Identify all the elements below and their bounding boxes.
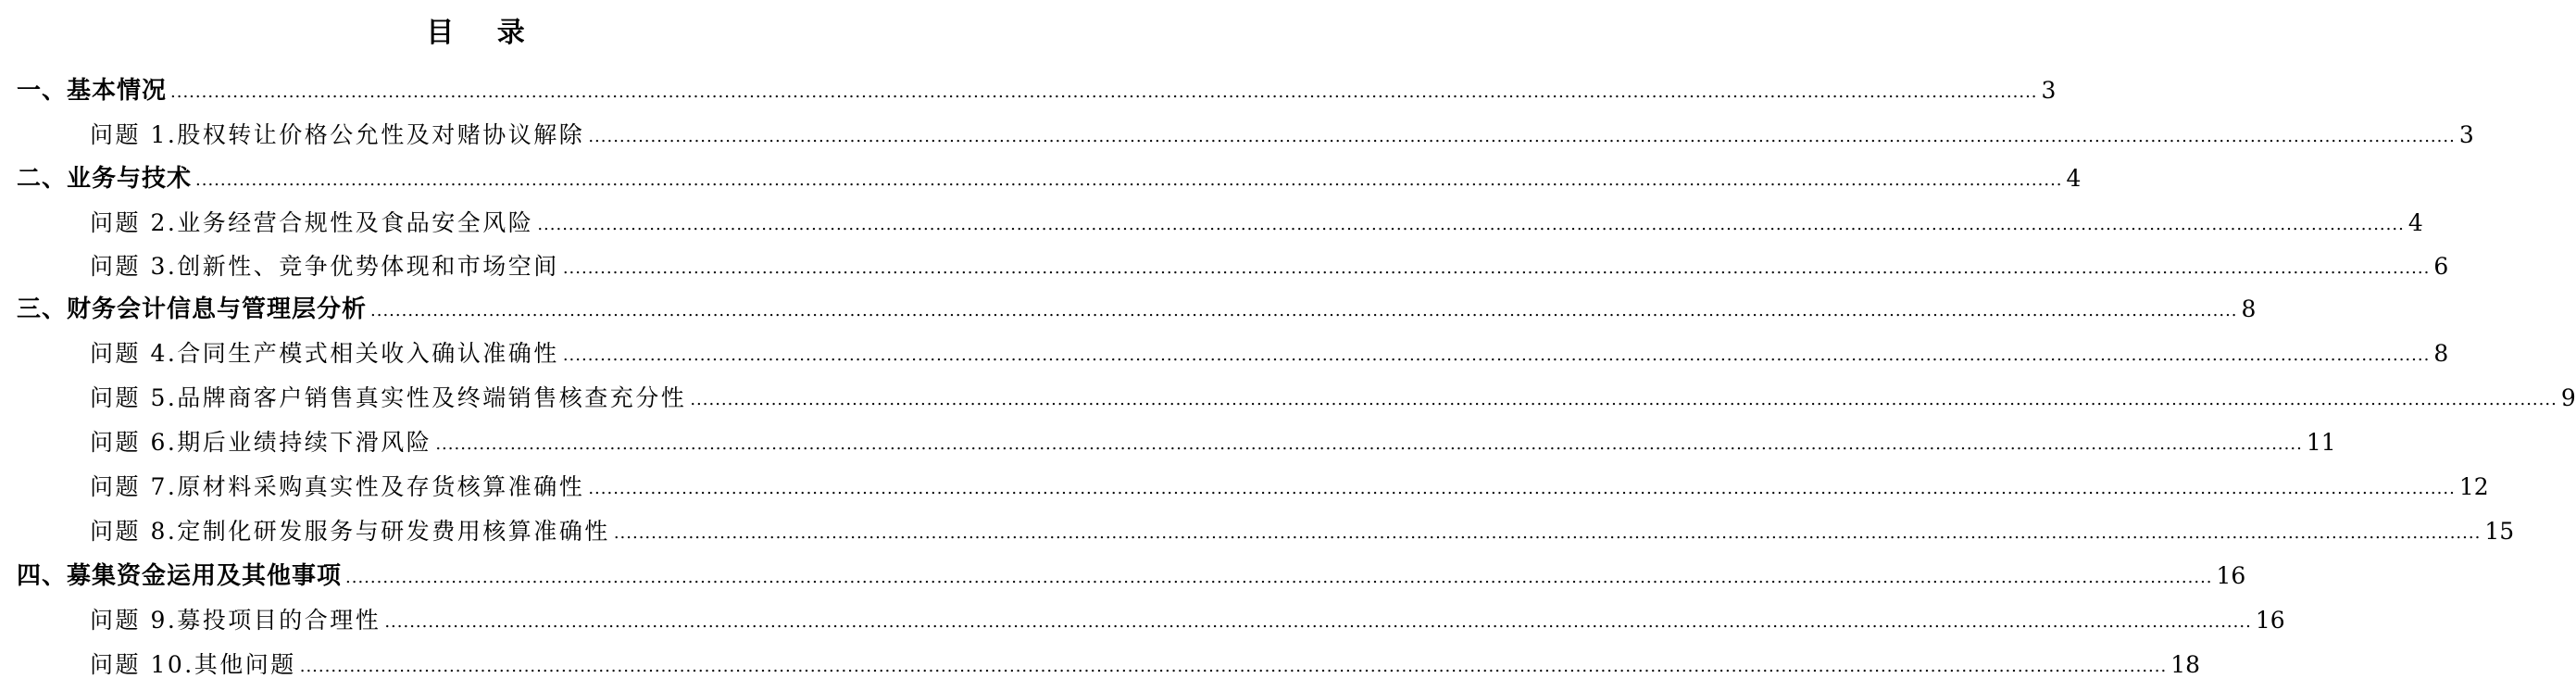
toc-page-number: 8 <box>2433 340 2449 367</box>
toc-item-label: 问题 3.创新性、竞争优势体现和市场空间 <box>90 253 559 280</box>
toc-section-3[interactable] <box>17 287 2257 332</box>
toc-leader-dots: ............................................................................................................................................................................................................................................................................................................ <box>299 657 2168 676</box>
toc-item-2[interactable] <box>90 201 2423 245</box>
toc-section-label: 一、基本情况 <box>17 77 168 105</box>
toc-page-number: 12 <box>2458 473 2489 500</box>
toc-leader-dots: ............................................................................................................................................................................................................................................................................................................ <box>435 434 2303 454</box>
toc-item-label: 问题 10.其他问题 <box>90 651 296 678</box>
toc-section-4[interactable] <box>17 554 2246 598</box>
toc-item-label: 问题 1.股权转让价格公允性及对赌协议解除 <box>90 121 585 148</box>
toc-leader-dots: ............................................................................................................................................................................................................................................................................................................ <box>588 127 2456 146</box>
toc-page-number: 9 <box>2560 384 2576 411</box>
toc-page-number: 8 <box>2241 295 2257 322</box>
toc-section-label: 二、业务与技术 <box>17 165 193 193</box>
toc-page-number: 3 <box>2041 77 2057 104</box>
toc-item-label: 问题 2.业务经营合规性及食品安全风险 <box>90 209 534 236</box>
toc-page-number: 16 <box>2255 607 2285 634</box>
toc-item-label: 问题 7.原材料采购真实性及存货核算准确性 <box>90 473 585 500</box>
toc-item-4[interactable] <box>90 332 2449 376</box>
toc-item-9[interactable] <box>90 598 2285 643</box>
toc-leader-dots: ............................................................................................................................................................................................................................................................................................................ <box>613 523 2482 543</box>
toc-item-10[interactable] <box>90 643 2201 687</box>
toc-item-7[interactable] <box>90 465 2489 509</box>
toc-title: 目 录 <box>426 17 542 49</box>
toc-leader-dots: ............................................................................................................................................................................................................................................................................................................ <box>562 258 2431 278</box>
toc-leader-dots: ............................................................................................................................................................................................................................................................................................................ <box>537 215 2405 234</box>
toc-section-2[interactable] <box>17 157 2082 201</box>
toc-item-label: 问题 5.品牌商客户销售真实性及终端销售核查充分性 <box>90 384 687 411</box>
toc-page-number: 16 <box>2216 562 2246 589</box>
toc-page-number: 15 <box>2484 518 2515 545</box>
toc-leader-dots: ............................................................................................................................................................................................................................................................................................................ <box>370 301 2238 320</box>
toc-page-number: 4 <box>2407 209 2423 236</box>
toc-item-label: 问题 4.合同生产模式相关收入确认准确性 <box>90 340 559 367</box>
toc-section-label: 四、募集资金运用及其他事项 <box>17 562 343 590</box>
toc-page-number: 11 <box>2306 429 2336 456</box>
toc-item-6[interactable] <box>90 421 2336 465</box>
toc-leader-dots: ............................................................................................................................................................................................................................................................................................................ <box>562 346 2431 365</box>
toc-section-label: 三、财务会计信息与管理层分析 <box>17 295 368 323</box>
toc-page-number: 4 <box>2066 165 2082 192</box>
toc-leader-dots: ............................................................................................................................................................................................................................................................................................................ <box>170 82 2038 102</box>
toc-item-8[interactable] <box>90 509 2515 554</box>
toc-item-label: 问题 8.定制化研发服务与研发费用核算准确性 <box>90 518 610 545</box>
toc-leader-dots: ............................................................................................................................................................................................................................................................................................................ <box>384 612 2252 632</box>
toc-item-label: 问题 9.募投项目的合理性 <box>90 607 381 634</box>
toc-page-number: 6 <box>2433 253 2449 280</box>
toc-item-3[interactable] <box>90 245 2449 289</box>
toc-item-label: 问题 6.期后业绩持续下滑风险 <box>90 429 432 456</box>
toc-leader-dots: ............................................................................................................................................................................................................................................................................................................ <box>690 390 2557 409</box>
toc-leader-dots: ............................................................................................................................................................................................................................................................................................................ <box>345 568 2213 587</box>
toc-section-1[interactable] <box>17 69 2057 113</box>
toc-item-5[interactable] <box>90 376 2576 421</box>
toc-page-number: 3 <box>2458 121 2474 148</box>
toc-leader-dots: ............................................................................................................................................................................................................................................................................................................ <box>195 170 2063 190</box>
toc-item-1[interactable] <box>90 113 2474 157</box>
toc-page-number: 18 <box>2170 651 2201 678</box>
toc-leader-dots: ............................................................................................................................................................................................................................................................................................................ <box>588 479 2456 498</box>
